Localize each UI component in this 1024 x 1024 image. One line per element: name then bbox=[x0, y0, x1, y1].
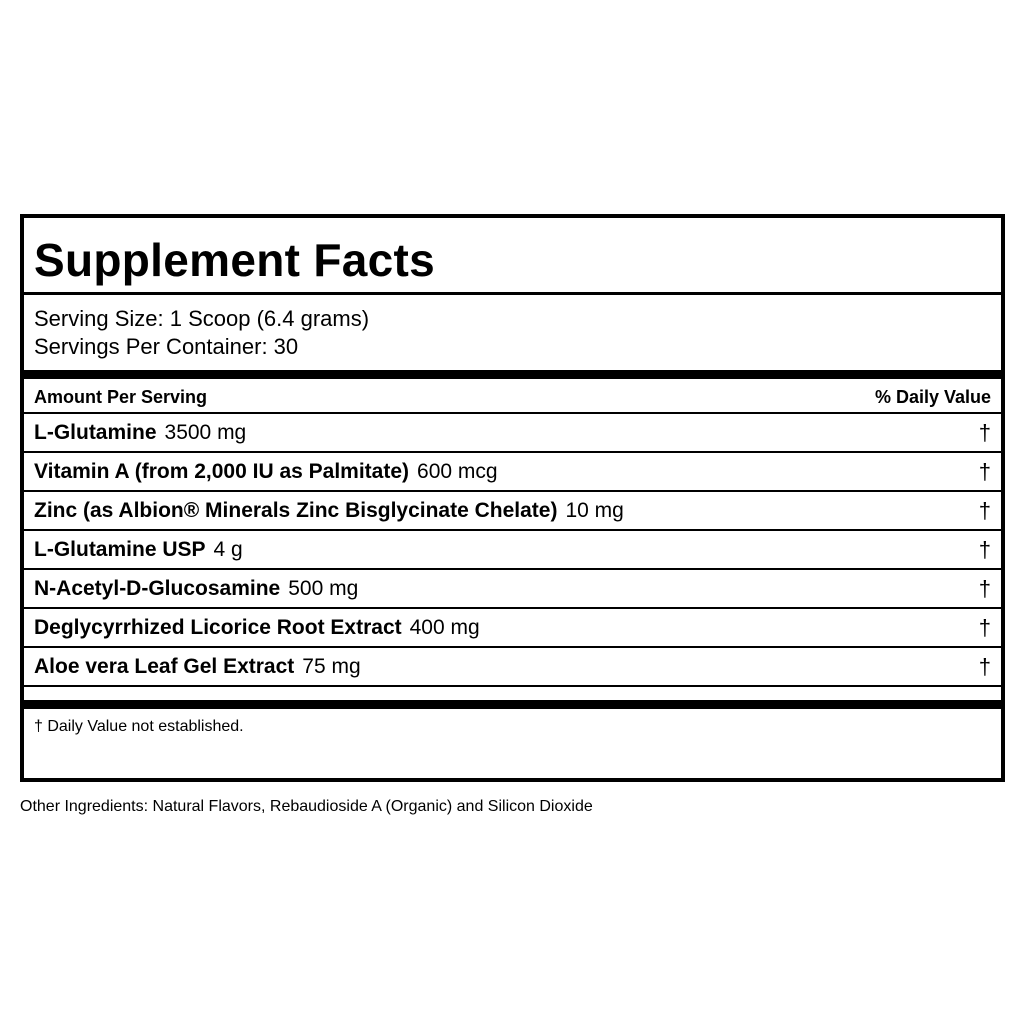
servings-per-container: Servings Per Container: 30 bbox=[34, 334, 299, 359]
other-ingredients: Other Ingredients: Natural Flavors, Rebaudioside A (Organic) and Silicon Dioxide bbox=[20, 798, 593, 815]
daily-value-footnote: † Daily Value not established. bbox=[34, 718, 244, 735]
daily-value-dagger: † bbox=[978, 576, 991, 601]
ingredient-name: Deglycyrrhized Licorice Root Extract bbox=[34, 616, 402, 639]
ingredient-row bbox=[24, 570, 1001, 609]
serving-size: Serving Size: 1 Scoop (6.4 grams) bbox=[34, 306, 370, 331]
ingredient-amount: 600 mcg bbox=[417, 460, 498, 483]
title-divider bbox=[24, 292, 1001, 295]
ingredient-name: L-Glutamine USP bbox=[34, 538, 206, 561]
ingredient-name: N-Acetyl-D-Glucosamine bbox=[34, 577, 281, 600]
daily-value-dagger: † bbox=[978, 654, 991, 679]
thick-divider-top bbox=[24, 370, 1001, 379]
ingredient-amount: 3500 mg bbox=[164, 421, 247, 444]
ingredient-name: Zinc (as Albion® Minerals Zinc Bisglycinate Chelate) bbox=[34, 499, 558, 522]
ingredient-name: Aloe vera Leaf Gel Extract bbox=[34, 655, 295, 678]
thick-divider-bottom bbox=[24, 700, 1001, 709]
ingredient-amount: 75 mg bbox=[302, 655, 361, 678]
ingredient-row bbox=[24, 453, 1001, 492]
supplement-facts-panel bbox=[20, 214, 1005, 782]
ingredient-row bbox=[24, 609, 1001, 648]
ingredient-amount: 400 mg bbox=[409, 616, 480, 639]
ingredient-name: L-Glutamine bbox=[34, 421, 157, 444]
ingredient-row bbox=[24, 648, 1001, 687]
daily-value-dagger: † bbox=[978, 420, 991, 445]
ingredient-row bbox=[24, 492, 1001, 531]
daily-value-dagger: † bbox=[978, 498, 991, 523]
column-header-row bbox=[24, 382, 1001, 412]
ingredient-amount: 10 mg bbox=[565, 499, 624, 522]
amount-per-serving-label: Amount Per Serving bbox=[34, 387, 208, 407]
ingredient-amount: 500 mg bbox=[288, 577, 359, 600]
ingredient-amount: 4 g bbox=[213, 538, 243, 561]
daily-value-dagger: † bbox=[978, 459, 991, 484]
ingredient-row bbox=[24, 414, 1001, 453]
ingredient-row bbox=[24, 531, 1001, 570]
ingredient-rows bbox=[24, 414, 1001, 687]
daily-value-label: % Daily Value bbox=[874, 387, 991, 407]
daily-value-dagger: † bbox=[978, 537, 991, 562]
panel-title: Supplement Facts bbox=[34, 234, 435, 286]
ingredient-name: Vitamin A (from 2,000 IU as Palmitate) bbox=[34, 460, 410, 483]
daily-value-dagger: † bbox=[978, 615, 991, 640]
